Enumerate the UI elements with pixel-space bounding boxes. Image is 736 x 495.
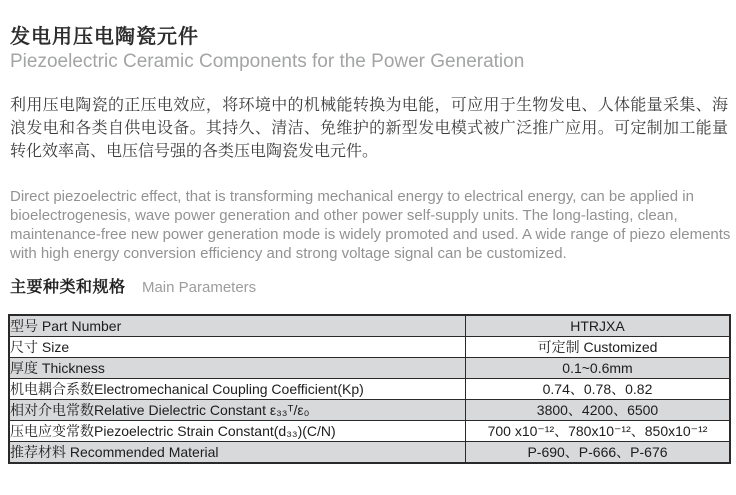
param-value-cell: 700 x10⁻¹²、780x10⁻¹²、850x10⁻¹² [466, 421, 731, 442]
section-title-en: Main Parameters [141, 279, 257, 296]
param-value-cell: P-690、P-666、P-676 [466, 442, 731, 464]
table-row [9, 400, 730, 421]
param-value-cell: 3800、4200、6500 [466, 400, 731, 421]
section-title-zh: 主要种类和规格 [10, 279, 126, 296]
intro-paragraph-zh: 利用压电陶瓷的正压电效应，将环境中的机械能转换为电能，可应用于生物发电、人体能量采集、海浪发电和各类自供电设备。其持久、清洁、免维护的新型发电模式被广泛推广应用。可定制加工能量转化效率高、电压信号强的各类压电陶瓷发电元件。 [10, 97, 728, 160]
intro-paragraph-en: Direct piezoelectric effect, that is transforming mechanical energy to electrical energy, can be applied in bioelectrogenesis, wave power generation and other power self-supply units. The long-lasting, clean, maintenance-free new power generation mode is widely promoted and used. A wide range of piezo elements with high energy conversion efficiency and strong voltage signal can be customized. [10, 188, 731, 262]
param-label-cell: 机电耦合系数Electromechanical Coupling Coefficient(Kp) [9, 379, 466, 400]
param-label-cell: 尺寸 Size [9, 337, 466, 358]
page-title-en: Piezoelectric Ceramic Components for the Power Generation [10, 51, 525, 72]
table-row [9, 442, 730, 464]
table-row [9, 358, 730, 379]
section-header [10, 278, 728, 297]
table-row [9, 337, 730, 358]
table-row [9, 421, 730, 442]
table-row [9, 379, 730, 400]
param-value-cell: 可定制 Customized [466, 337, 731, 358]
param-label-cell: 相对介电常数Relative Dielectric Constant ε₃₃ᵀ/ε₀ [9, 400, 466, 421]
spec-table [8, 314, 731, 464]
param-label-cell: 型号 Part Number [9, 315, 466, 337]
param-label-cell: 推荐材料 Recommended Material [9, 442, 466, 464]
param-value-cell: HTRJXA [466, 315, 731, 337]
param-value-cell: 0.1~0.6mm [466, 358, 731, 379]
table-row [9, 315, 730, 337]
param-label-cell: 压电应变常数Piezoelectric Strain Constant(d₃₃)(C/N) [9, 421, 466, 442]
page-title-zh: 发电用压电陶瓷元件 [10, 26, 199, 48]
param-value-cell: 0.74、0.78、0.82 [466, 379, 731, 400]
param-label-cell: 厚度 Thickness [9, 358, 466, 379]
